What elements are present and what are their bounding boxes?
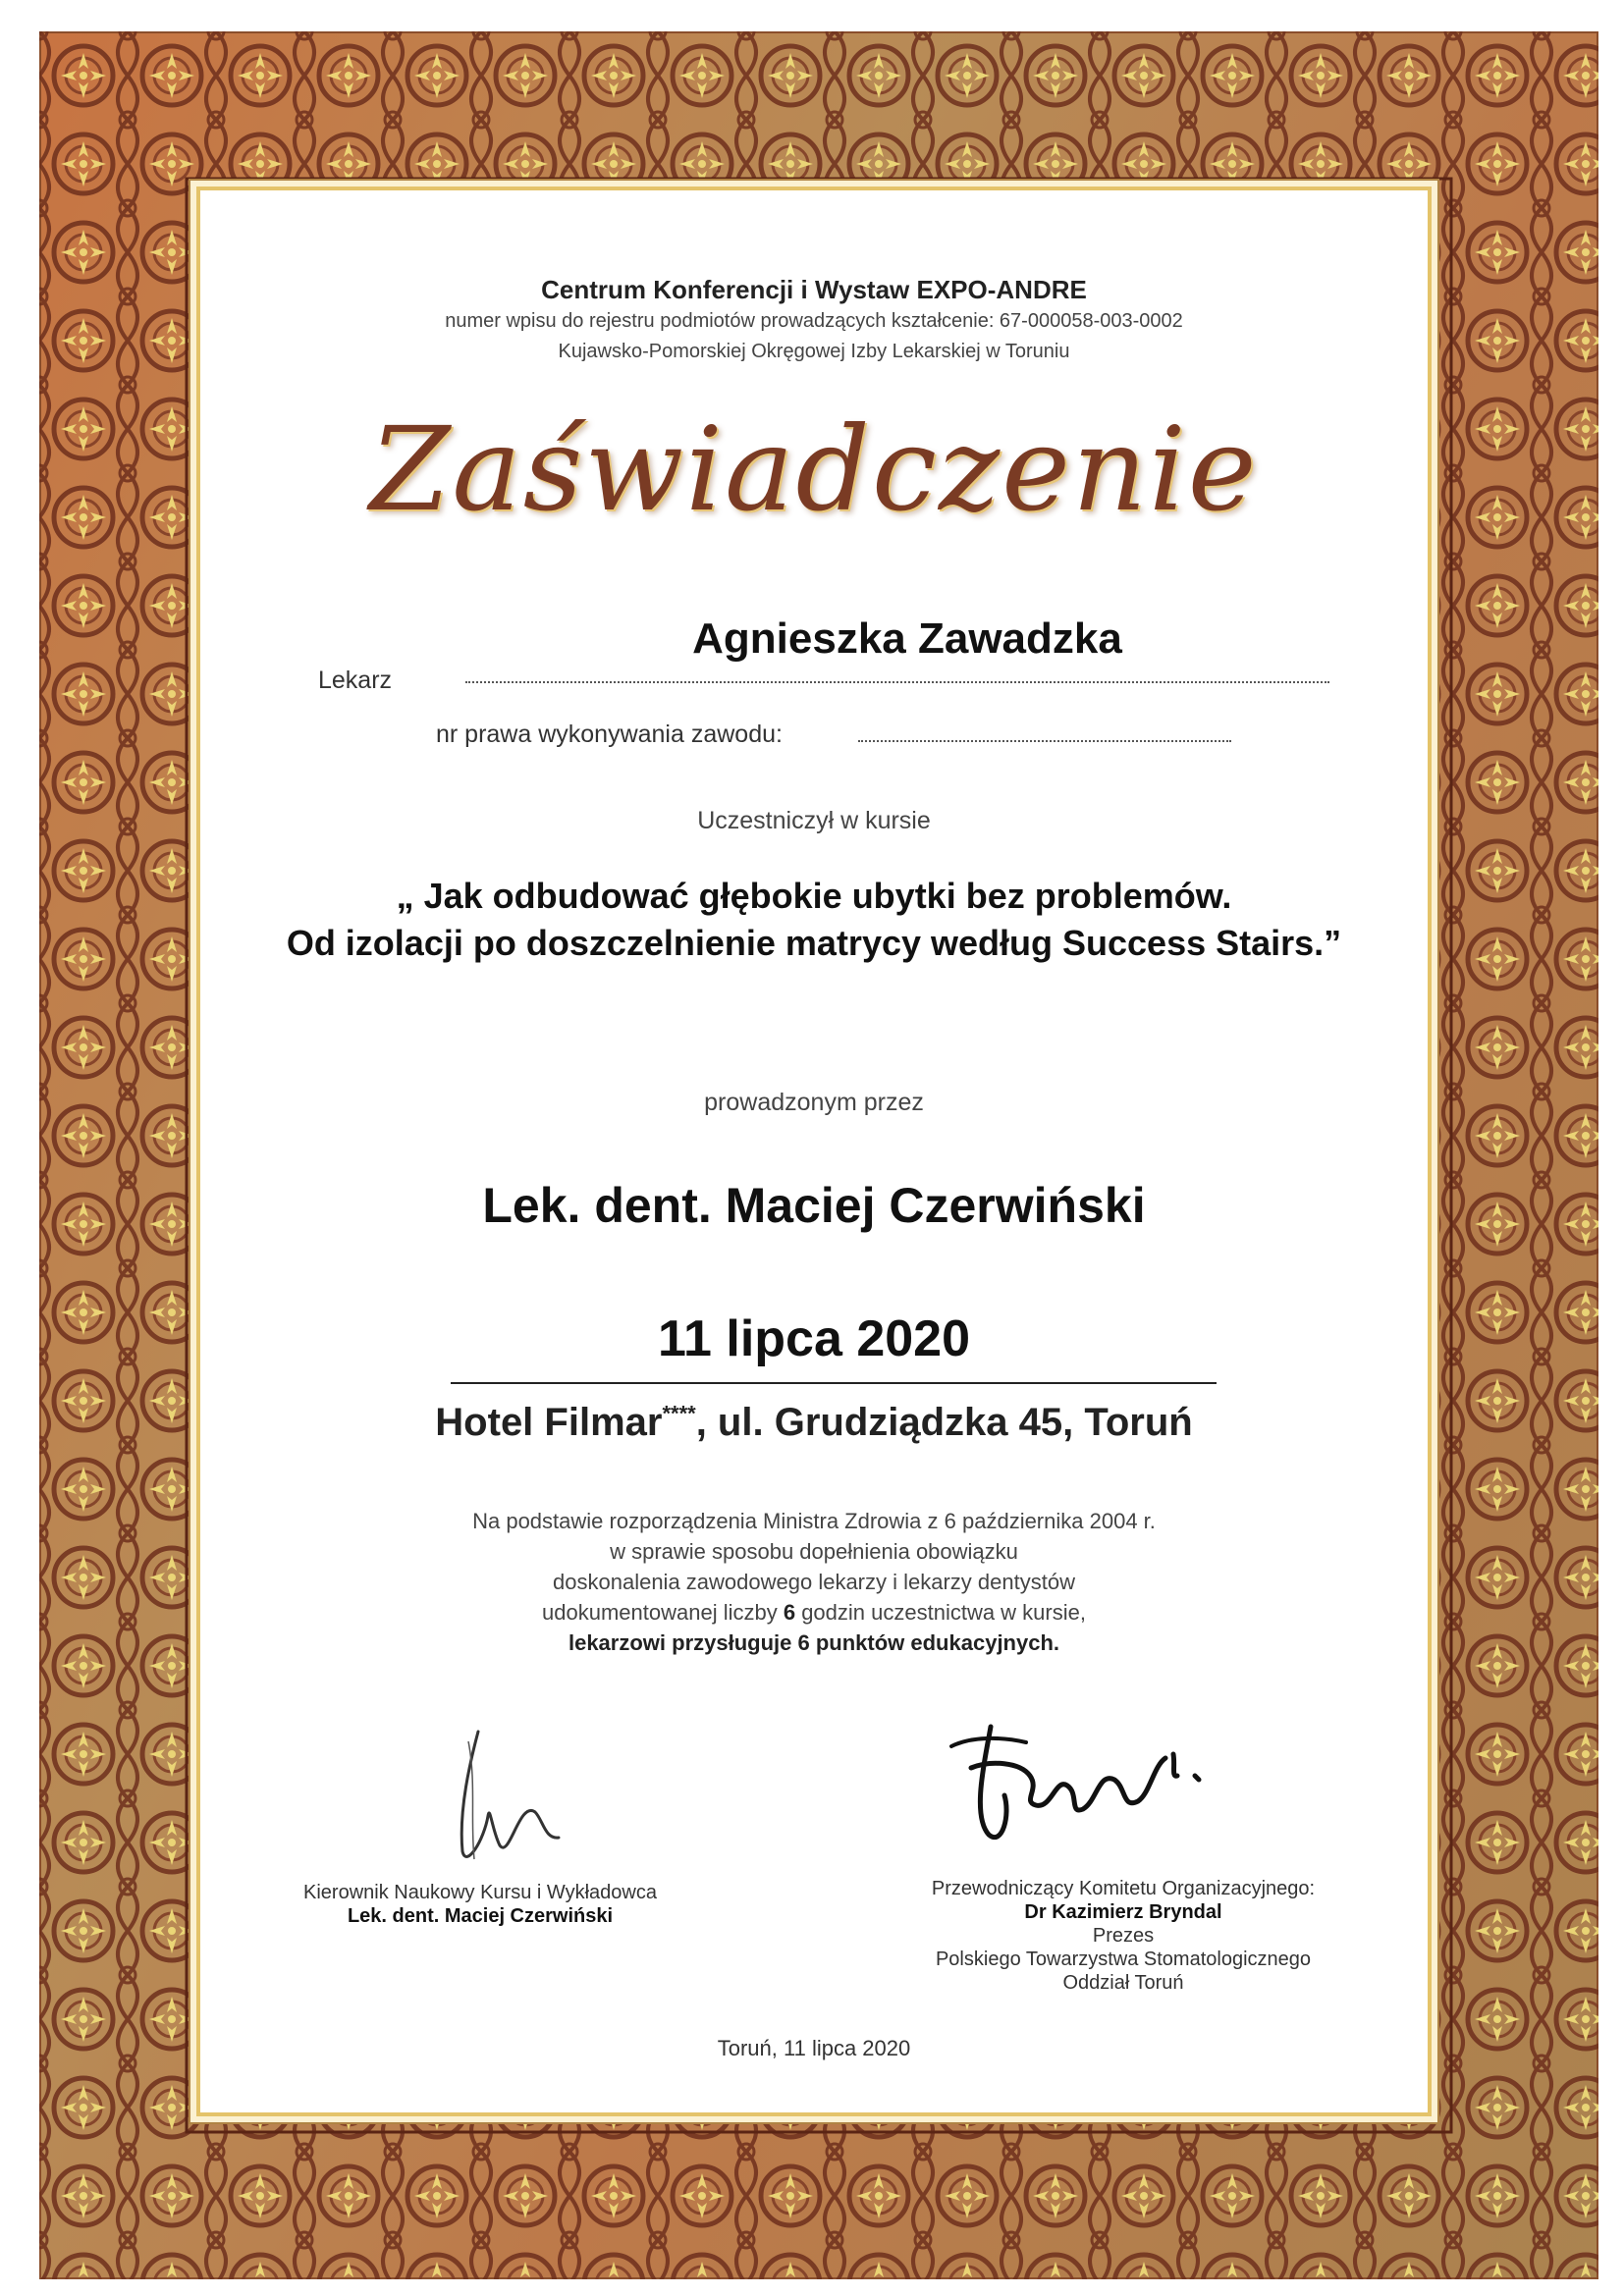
course-date: 11 lipca 2020 — [657, 1310, 971, 1367]
right-signature — [932, 1707, 1217, 1844]
left-signatory-name: Lek. dent. Maciej Czerwiński — [347, 1905, 614, 1927]
legal-line-2: w sprawie sposobu dopełnienia obowiązku — [610, 1539, 1018, 1564]
medical-chamber-line: Kujawsko-Pomorskiej Okręgowej Izby Lekarskiej w Toruniu — [558, 341, 1070, 362]
legal-line-5-pre: lekarzowi przysługuje — [568, 1630, 798, 1655]
right-signatory-org-line1: Polskiego Towarzystwa Stomatologicznego — [935, 1949, 1312, 1970]
lecturer-name: Lek. dent. Maciej Czerwiński — [482, 1178, 1146, 1233]
legal-text — [200, 1506, 1428, 1658]
right-signatory-org-line2: Oddział Toruń — [1062, 1972, 1184, 1994]
certificate-panel — [196, 187, 1432, 2116]
legal-line-4-pre: udokumentowanej liczby — [542, 1600, 784, 1625]
right-signatory — [888, 1877, 1359, 1995]
license-dotted-line — [858, 740, 1231, 742]
license-number-label: nr prawa wykonywania zawodu: — [436, 721, 783, 748]
legal-line-4-post: godzin uczestnictwa w kursie, — [795, 1600, 1086, 1625]
certificate-title: Zaświadczenie — [369, 401, 1259, 537]
recipient-name: Agnieszka Zawadzka — [692, 614, 1122, 663]
right-signatory-role: Przewodniczący Komitetu Organizacyjnego: — [931, 1878, 1316, 1899]
legal-line-5 — [200, 1628, 1428, 1658]
course-intro: Uczestniczył w kursie — [697, 807, 931, 834]
legal-line-1: Na podstawie rozporządzenia Ministra Zdrowia z 6 października 2004 r. — [472, 1509, 1156, 1533]
points-count: 6 — [797, 1630, 810, 1655]
organization-name: Centrum Konferencji i Wystaw EXPO-ANDRE — [541, 275, 1087, 304]
registry-number-line: numer wpisu do rejestru podmiotów prowadzących kształcenie: 67-000058-003-0002 — [445, 310, 1183, 332]
right-signatory-title: Prezes — [1092, 1925, 1155, 1947]
hours-count: 6 — [783, 1600, 796, 1625]
led-by-label: prowadzonym przez — [704, 1089, 924, 1116]
venue-name: Hotel Filmar — [435, 1401, 663, 1444]
legal-line-3: doskonalenia zawodowego lekarzy i lekarzy dentystów — [553, 1570, 1075, 1594]
course-title-line2: Od izolacji po doszczelnienie matrycy według Success Stairs.” — [286, 923, 1342, 963]
venue — [200, 1401, 1428, 1445]
place-and-date: Toruń, 11 lipca 2020 — [717, 2036, 911, 2060]
venue-stars: **** — [662, 1401, 696, 1426]
venue-address: , ul. Grudziądzka 45, Toruń — [695, 1401, 1193, 1444]
left-signature — [441, 1722, 578, 1869]
legal-line-4 — [200, 1597, 1428, 1628]
recipient-role-label: Lekarz — [318, 667, 393, 694]
date-rule — [451, 1382, 1217, 1384]
left-signatory-role: Kierownik Naukowy Kursu i Wykładowca — [303, 1882, 657, 1903]
right-signatory-name: Dr Kazimierz Bryndal — [1024, 1901, 1222, 1923]
left-signatory — [269, 1881, 691, 1928]
name-dotted-line — [465, 681, 1329, 683]
legal-line-5-post: punktów edukacyjnych. — [809, 1630, 1060, 1655]
course-title-line1: „ Jak odbudować głębokie ubytki bez problemów. — [396, 876, 1232, 916]
